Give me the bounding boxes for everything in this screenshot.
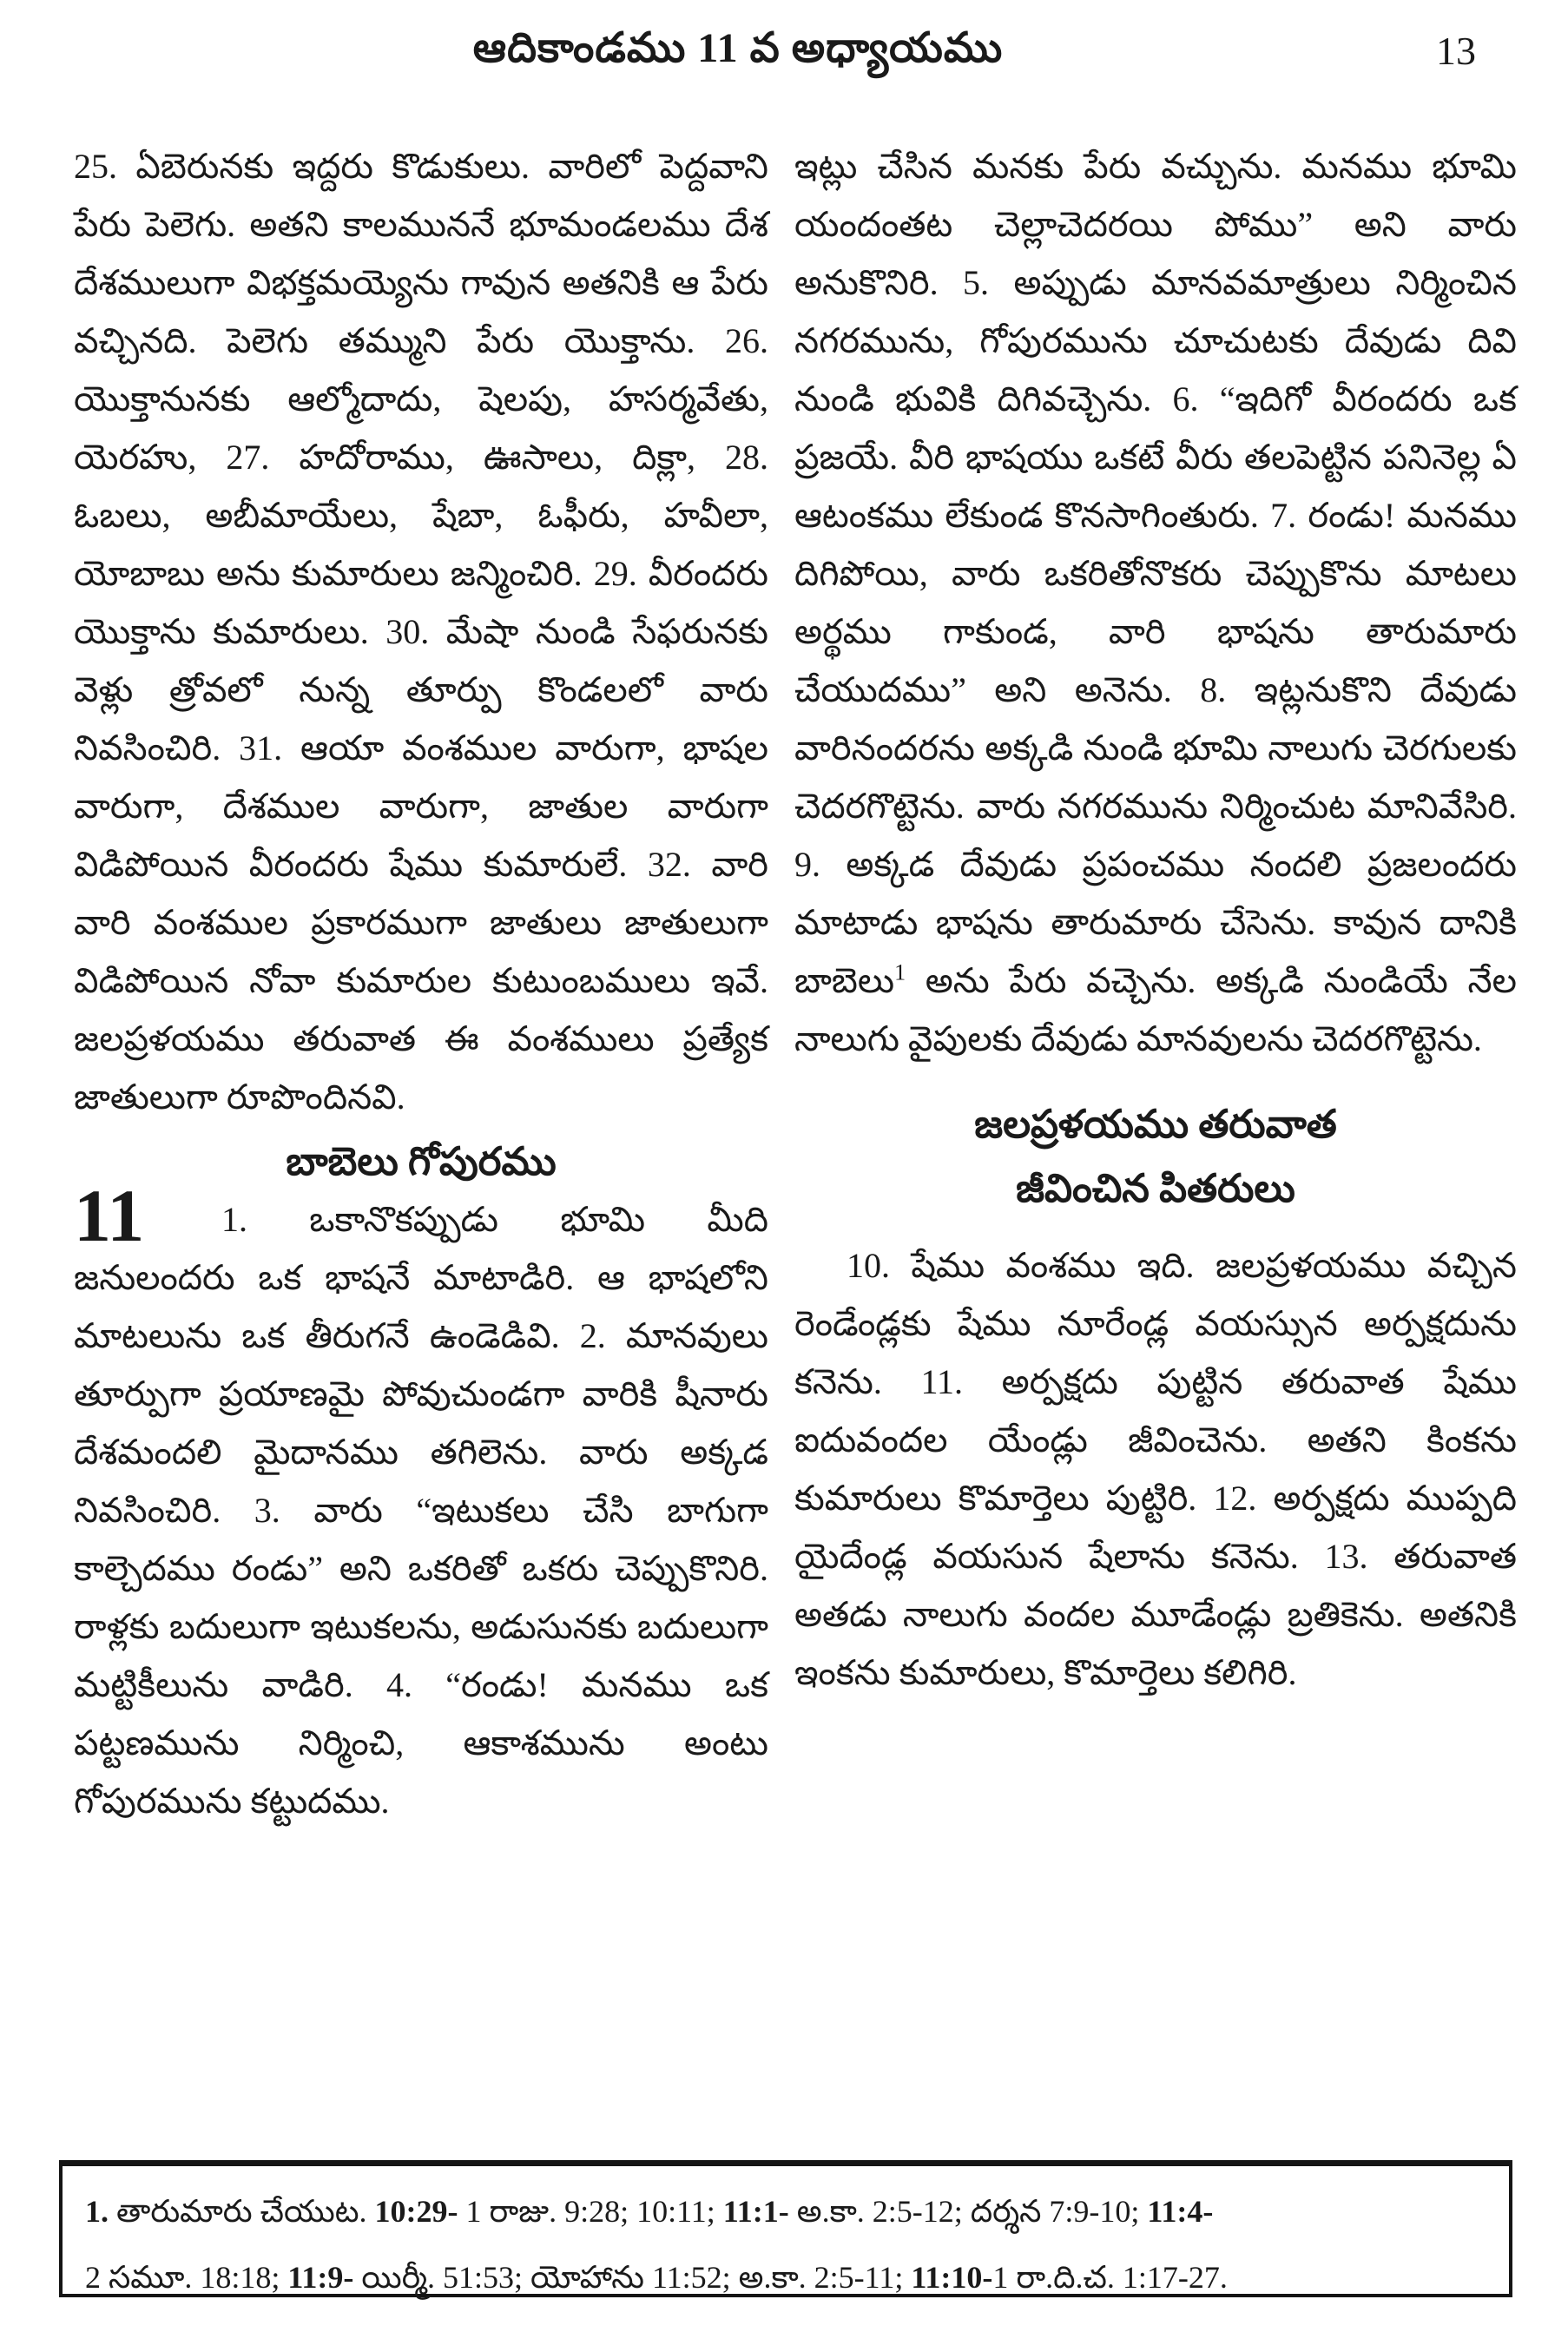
footnote-line-1 [85,2178,1486,2244]
right-column [794,137,1517,1830]
footnote-segment: తారుమారు చేయుట. [109,2194,375,2229]
section-heading-tower-of-babel: బాబెలు గోపురము [286,1140,557,1183]
verses-1-4: 1. ఒకానొకప్పుడు భూమి మీది జనులందరు ఒక భాషనే మాటాడిరి. ఆ భాషలోని మాటలును ఒక తీరుగనే ఉండెడివి. 2. మానవులు తూర్పుగా ప్రయాణమై పోవుచుండగా వారికి షీనారు దేశమందలి మైదానము తగిలెను. వారు అక్కడ నివసించిరి. 3. వారు “ఇటుకలు చేసి బాగుగా కాల్చెదము రండు” అని ఒకరితో ఒకరు చెప్పుకొనిరి. రాళ్లకు బదులుగా ఇటుకలను, అడుసునకు బదులుగా మట్టికీలును వాడిరి. 4. “రండు! మనము ఒక పట్టణమును నిర్మించి, ఆకాశమును అంటు గోపురమును కట్టుదము. [74,1200,768,1821]
chapter-number-dropcap: 11 [74,1174,145,1257]
footnote-segment: అ.కా. 2:5-12; దర్శన 7:9-10; [788,2194,1148,2229]
footnote-segment: 11:1- [722,2194,789,2229]
footnote-reference-marker: 1 [894,959,906,985]
chapter-11-opening [74,1174,768,1830]
footnote-segment: 1 రా.ది.చ. 1:17-27. [992,2260,1228,2295]
footnote-segment: 11:9- [287,2260,354,2295]
verses-4-9 [794,137,1517,1068]
section-heading-line-1: జలప్రళయము తరువాత [974,1103,1337,1146]
verses-10-13: 10. షేము వంశము ఇది. జలప్రళయము వచ్చిన రెండేండ్లకు షేము నూరేండ్ల వయస్సున అర్పక్షదును కనెను. 11. అర్పక్షదు పుట్టిన తరువాత షేము ఐదువందల యేండ్లు జీవించెను. అతని కింకను కుమారులు కొమార్తెలు పుట్టిరి. 12. అర్పక్షదు ముప్పది యైదేండ్ల వయసున షేలాను కనెను. 13. తరువాత అతడు నాలుగు వందల మూడేండ్లు బ్రతికెను. అతనికి ఇంకను కుమారులు, కొమార్తెలు కలిగిరి. [794,1246,1517,1692]
footnote-line-2 [85,2244,1486,2310]
footnote-box [59,2160,1512,2297]
page-number: 13 [1436,29,1476,73]
footnote-segment: యిర్మీ. 51:53; యోహాను 11:52; అ.కా. 2:5-11; [353,2260,912,2295]
footnote-segment: 1. [85,2194,109,2229]
running-head: ఆదికాండము 11 వ అధ్యాయము [472,25,1004,71]
verses-25-32: 25. ఏబెరునకు ఇద్దరు కొడుకులు. వారిలో పెద్దవాని పేరు పెలెగు. అతని కాలముననే భూమండలము దేశ దేశములుగా విభక్తమయ్యెను గావున అతనికి ఆ పేరు వచ్చినది. పెలెగు తమ్ముని పేరు యొక్తాను. 26. యొక్తానునకు ఆల్మోదాదు, షెలపు, హసర్మవేతు, యెరహు, 27. హదోరాము, ఊసాలు, దిక్లా, 28. ఓబలు, అబీమాయేలు, షేబా, ఓఫీరు, హవీలా, యోబాబు అను కుమారులు జన్మించిరి. 29. వీరందరు యొక్తాను కుమారులు. 30. మేషా నుండి సేఫరునకు వెళ్లు త్రోవలో నున్న తూర్పు కొండలలో వారు నివసించిరి. 31. ఆయా వంశముల వారుగా, భాషల వారుగా, దేశముల వారుగా, జాతుల వారుగా విడిపోయిన వీరందరు షేము కుమారులే. 32. వారి వారి వంశముల ప్రకారముగా జాతులు జాతులుగా విడిపోయిన నోవా కుమారుల కుటుంబములు ఇవే. జలప్రళయము తరువాత ఈ వంశములు ప్రత్యేక జాతులుగా రూపొందినవి. [74,147,768,1117]
left-column [74,137,768,1830]
section-heading-patriarchs-after-flood [794,1092,1517,1221]
verse-9-end-text: అను పేరు వచ్చెను. అక్కడి నుండియే నేల నాలుగు వైపులకు దేవుడు మానవులను చెదరగొట్టెను. [794,961,1517,1058]
section-heading-line-2: జీవించిన పితరులు [1016,1167,1295,1210]
footnote-segment: 11:10- [911,2260,993,2295]
verses-4-9-text: ఇట్లు చేసిన మనకు పేరు వచ్చును. మనము భూమి యందంతట చెల్లాచెదరయి పోము” అని వారు అనుకొనిరి. 5. అప్పుడు మానవమాత్రులు నిర్మించిన నగరమును, గోపురమును చూచుటకు దేవుడు దివి నుండి భువికి దిగివచ్చెను. 6. “ఇదిగో వీరందరు ఒక ప్రజయే. వీరి భాషయు ఒకటే వీరు తలపెట్టిన పనినెల్ల ఏ ఆటంకము లేకుండ కొనసాగింతురు. 7. రండు! మనము దిగిపోయి, వారు ఒకరితోనొకరు చెప్పుకొను మాటలు అర్థము గాకుండ, వారి భాషను తారుమారు చేయుదము” అని అనెను. 8. ఇట్లనుకొని దేవుడు వారినందరను అక్కడి నుండి భూమి నాలుగు చెరగులకు చెదరగొట్టెను. వారు నగరమును నిర్మించుట మానివేసిరి. 9. అక్కడ దేవుడు ప్రపంచము నందలి ప్రజలందరు మాటాడు భాషను తారుమారు చేసెను. కావున దానికి బాబెలు [794,147,1517,1000]
footnote-segment: 2 సమూ. 18:18; [85,2260,288,2295]
footnote-segment: 11:4- [1147,2194,1214,2229]
two-column-body [74,137,1517,1830]
footnote-segment: 10:29- [374,2194,458,2229]
footnote-segment: 1 రాజు. 9:28; 10:11; [458,2194,723,2229]
